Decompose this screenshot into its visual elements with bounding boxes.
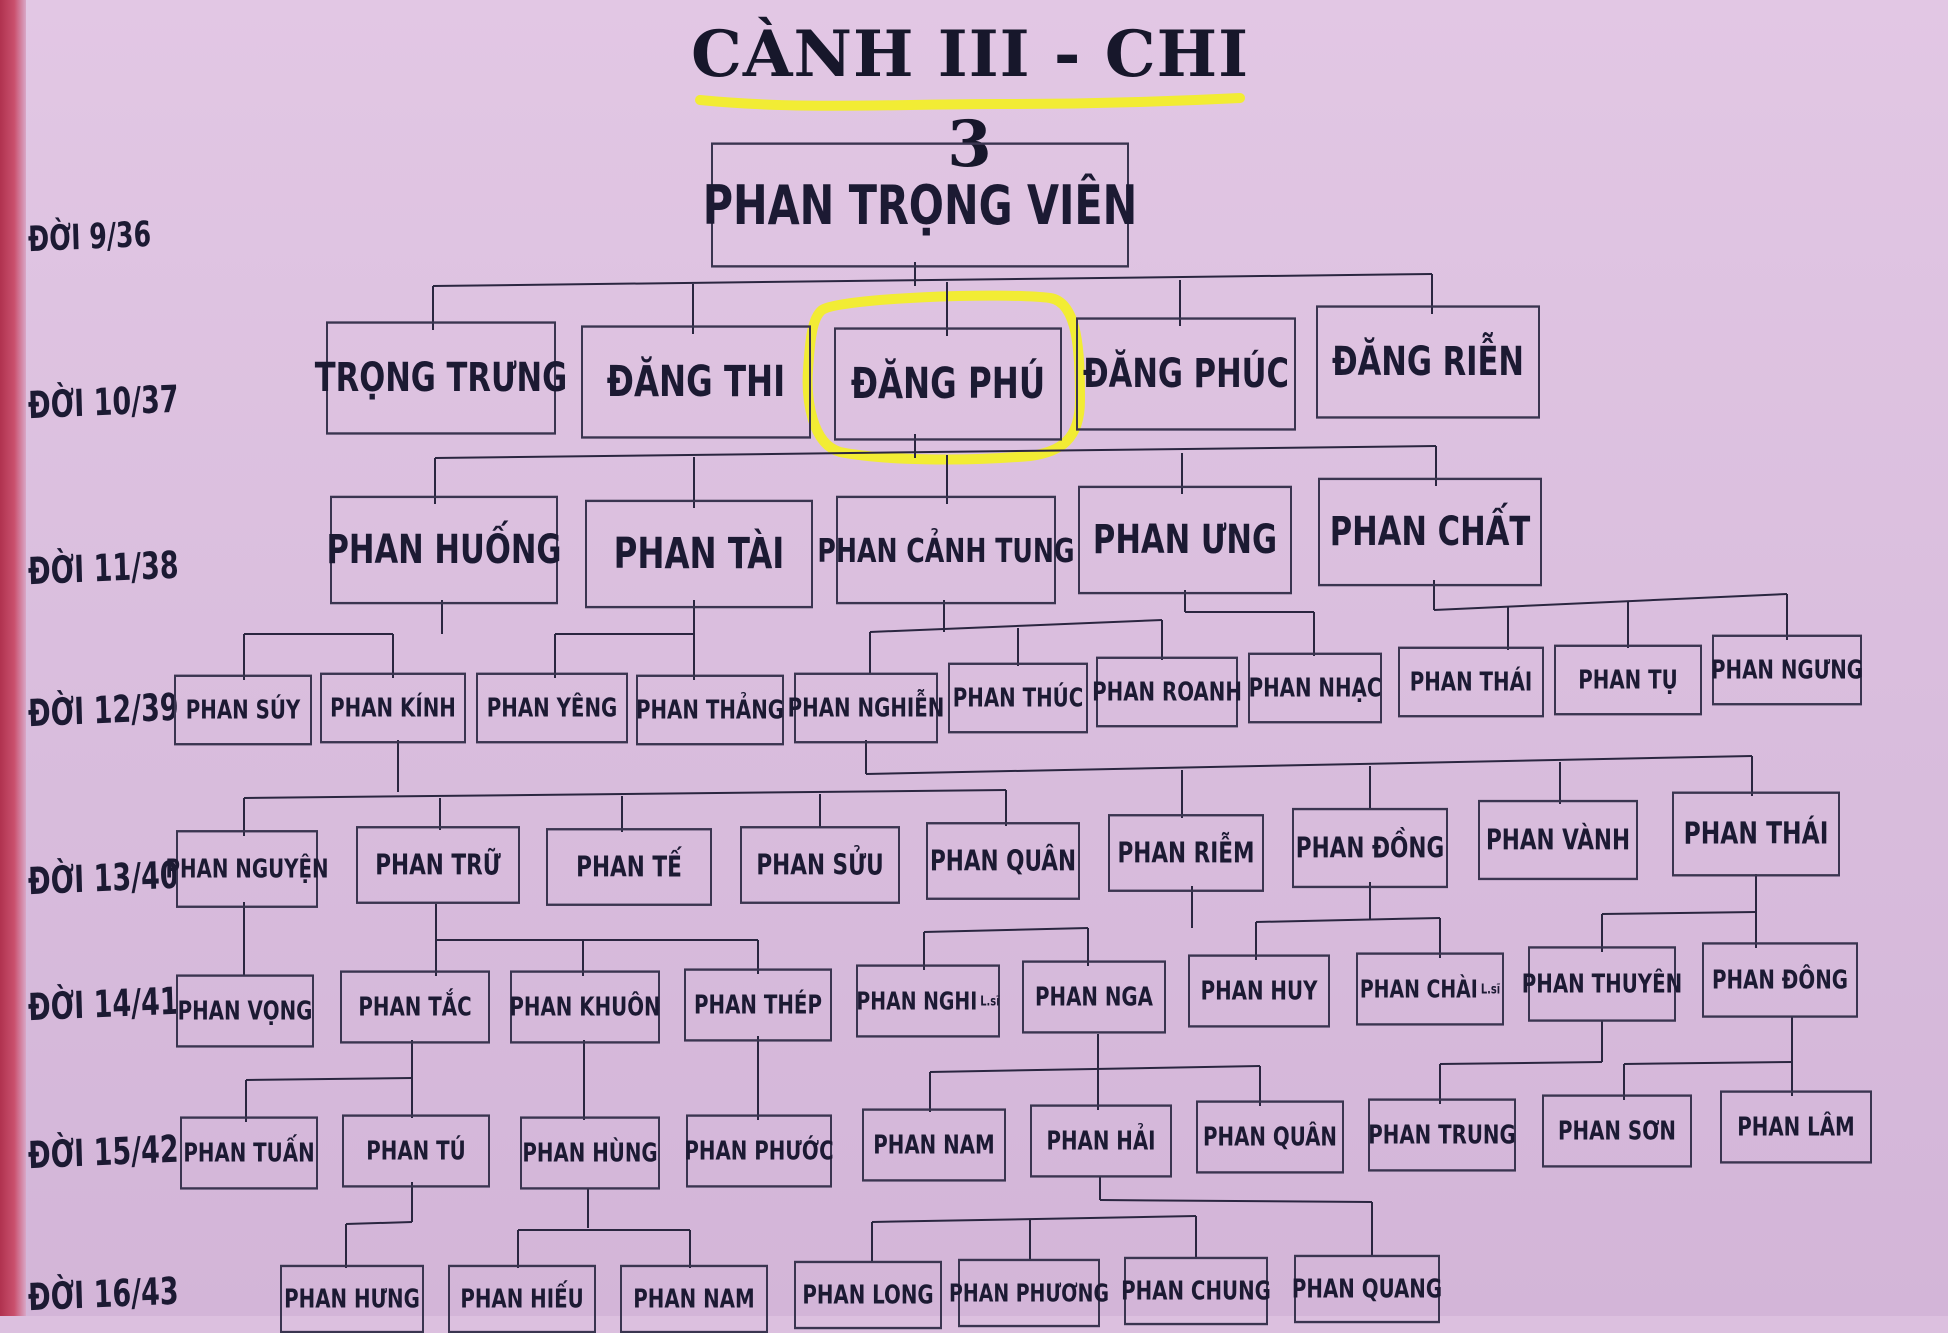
person-phan-thai-13: PHAN THÁI: [1672, 792, 1840, 877]
person-phan-hung: PHAN HÙNG: [520, 1116, 660, 1189]
martyr-note: L.sĩ: [1480, 981, 1501, 997]
person-phan-yeng: PHAN YÊNG: [476, 673, 628, 744]
person-phan-hieu: PHAN HIẾU: [448, 1265, 596, 1333]
person-phan-trong-vien: PHAN TRỌNG VIÊN: [711, 142, 1129, 267]
person-phan-tai: PHAN TÀI: [585, 500, 813, 609]
person-phan-dong: PHAN ĐỒNG: [1292, 808, 1448, 888]
person-phan-nam: PHAN NAM: [862, 1108, 1006, 1181]
person-phan-chai: PHAN CHÀI L.sĩ: [1356, 952, 1504, 1025]
person-phan-phuoc: PHAN PHƯỚC: [686, 1114, 832, 1187]
person-phan-quang: PHAN QUANG: [1294, 1255, 1440, 1323]
person-phan-roanh: PHAN ROANH: [1096, 657, 1238, 728]
person-phan-vong: PHAN VỌNG: [176, 974, 314, 1047]
person-phan-trung: PHAN TRUNG: [1368, 1098, 1516, 1171]
person-phan-te: PHAN TẾ: [546, 828, 712, 906]
person-phan-thuyen: PHAN THUYÊN: [1528, 946, 1676, 1022]
generation-label: ĐỜI 15/42: [27, 1127, 180, 1179]
person-phan-chung: PHAN CHUNG: [1124, 1257, 1268, 1325]
page-title: CÀNH III - CHI 3: [690, 17, 1250, 182]
person-phan-nga: PHAN NGA: [1022, 960, 1166, 1033]
person-phan-huong: PHAN HUỐNG: [330, 496, 558, 605]
person-phan-son: PHAN SƠN: [1542, 1094, 1692, 1167]
person-phan-vanh: PHAN VÀNH: [1478, 800, 1638, 880]
person-phan-tu-15: PHAN TÚ: [342, 1114, 490, 1187]
person-phan-thuc: PHAN THÚC: [948, 663, 1088, 734]
person-phan-nam-16: PHAN NAM: [620, 1265, 768, 1333]
person-phan-ngung: PHAN NGƯNG: [1712, 635, 1862, 706]
person-dang-phu: ĐĂNG PHÚ: [834, 327, 1062, 440]
person-phan-dong-14: PHAN ĐÔNG: [1702, 942, 1858, 1018]
person-trong-trung: TRỌNG TRƯNG: [326, 321, 556, 434]
person-phan-tuan: PHAN TUẤN: [180, 1116, 318, 1189]
person-phan-kinh: PHAN KÍNH: [320, 673, 466, 744]
person-phan-chat: PHAN CHẤT: [1318, 478, 1542, 587]
person-phan-phuong: PHAN PHƯƠNG: [958, 1259, 1100, 1327]
martyr-note: L.sĩ: [980, 993, 1000, 1009]
person-phan-ung: PHAN ƯNG: [1078, 486, 1292, 595]
generation-label: ĐỜI 11/38: [27, 543, 180, 595]
person-phan-thep: PHAN THÉP: [684, 968, 832, 1041]
generation-label: ĐỜI 10/37: [27, 377, 180, 429]
person-phan-huy: PHAN HUY: [1188, 954, 1330, 1027]
person-phan-thang: PHAN THẢNG: [636, 675, 784, 746]
person-dang-thi: ĐĂNG THI: [581, 325, 811, 438]
person-phan-tu: PHAN TỤ: [1554, 645, 1702, 716]
person-phan-hung-16: PHAN HƯNG: [280, 1265, 424, 1333]
person-phan-nghien: PHAN NGHIỄN: [794, 673, 938, 744]
person-phan-nghi: PHAN NGHI L.sĩ: [856, 964, 1000, 1037]
person-phan-quan-15: PHAN QUÂN: [1196, 1100, 1344, 1173]
generation-label: ĐỜI 13/40: [27, 853, 180, 905]
person-phan-khuon: PHAN KHUÔN: [510, 970, 660, 1043]
person-phan-tac: PHAN TẮC: [340, 970, 490, 1043]
person-phan-quan: PHAN QUÂN: [926, 822, 1080, 900]
person-phan-nhac: PHAN NHẠC: [1248, 653, 1382, 724]
person-dang-phuc: ĐĂNG PHÚC: [1076, 317, 1296, 430]
person-phan-hai: PHAN HẢI: [1030, 1104, 1172, 1177]
generation-label: ĐỜI 14/41: [27, 979, 180, 1031]
person-phan-suu: PHAN SỬU: [740, 826, 900, 904]
generation-label: ĐỜI 12/39: [27, 685, 180, 737]
person-phan-tru: PHAN TRỮ: [356, 826, 520, 904]
person-phan-riem: PHAN RIỄM: [1108, 814, 1264, 892]
person-dang-rien: ĐĂNG RIỄN: [1316, 305, 1540, 418]
generation-label: ĐỜI 16/43: [27, 1269, 180, 1321]
person-phan-lam: PHAN LÂM: [1720, 1090, 1872, 1163]
person-phan-long: PHAN LONG: [794, 1261, 942, 1329]
person-phan-nguyen: PHAN NGUYỆN: [176, 830, 318, 908]
generation-label: ĐỜI 9/36: [27, 213, 152, 260]
person-phan-canh-tung: PHAN CẢNH TUNG: [836, 496, 1056, 605]
person-phan-suy: PHAN SÚY: [174, 675, 312, 746]
person-phan-thai: PHAN THÁI: [1398, 647, 1544, 718]
